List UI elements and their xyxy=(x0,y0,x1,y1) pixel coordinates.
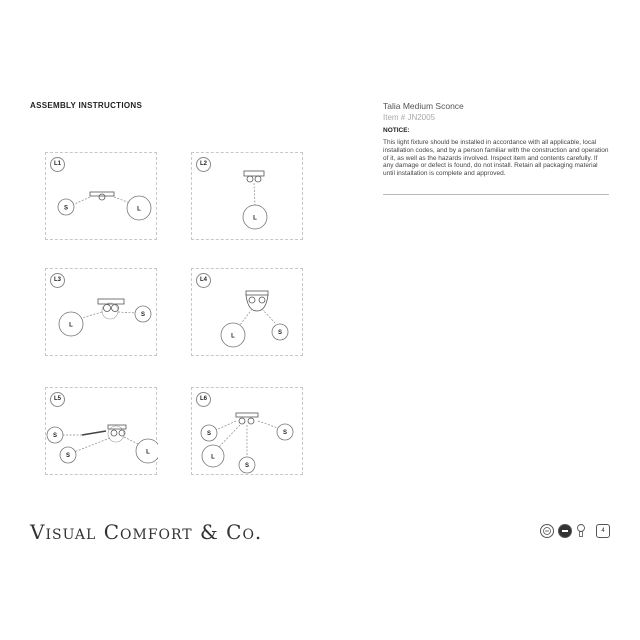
diagram-panel-l1 xyxy=(45,152,157,240)
bulb-label: S xyxy=(140,312,146,318)
page-number: 4 xyxy=(596,524,610,538)
diagram-panel-l4 xyxy=(191,268,303,356)
item-number: Item # JN2005 xyxy=(383,113,436,122)
bulb-label: S xyxy=(282,430,288,436)
panel-label: L2 xyxy=(196,157,211,172)
product-name: Talia Medium Sconce xyxy=(383,101,464,111)
bulb-icon xyxy=(577,523,585,539)
bulb-label: L xyxy=(69,322,73,329)
bulb-label: L xyxy=(137,206,141,213)
diagram-panel-l6 xyxy=(191,387,303,475)
divider xyxy=(383,194,609,195)
notice-body: This light fixture should be installed in accordance with all applicable, local installation codes, and by a person familiar with the construction and operation of it, as well as the hazards involved. Inspect item and contents carefully. If any damage or defect is found, do not install. Retain all packaging material until installation is complete and approved. xyxy=(383,139,609,178)
bulb-label: S xyxy=(52,433,58,439)
damp-location-icon xyxy=(558,524,572,538)
bulb-label: L xyxy=(211,454,215,461)
bulb-label: S xyxy=(206,431,212,437)
diagram-panel-l5 xyxy=(45,387,157,475)
page-title: ASSEMBLY INSTRUCTIONS xyxy=(30,101,143,110)
diagram-panel-l2 xyxy=(191,152,303,240)
panel-label: L4 xyxy=(196,273,211,288)
diagram-panel-l3 xyxy=(45,268,157,356)
bulb-label: L xyxy=(231,333,235,340)
panel-label: L1 xyxy=(50,157,65,172)
panel-label: L5 xyxy=(50,392,65,407)
panel-label: L6 xyxy=(196,392,211,407)
bulb-label: S xyxy=(65,453,71,459)
brand-logo: Visual Comfort & Co. xyxy=(30,520,263,544)
ul-listed-icon xyxy=(540,524,554,538)
bulb-label: L xyxy=(253,215,257,222)
notice-heading: NOTICE: xyxy=(383,127,410,134)
bulb-label: S xyxy=(63,205,69,212)
panel-label: L3 xyxy=(50,273,65,288)
bulb-label: L xyxy=(146,449,150,456)
bulb-label: S xyxy=(244,463,250,469)
bulb-label: S xyxy=(277,330,283,336)
